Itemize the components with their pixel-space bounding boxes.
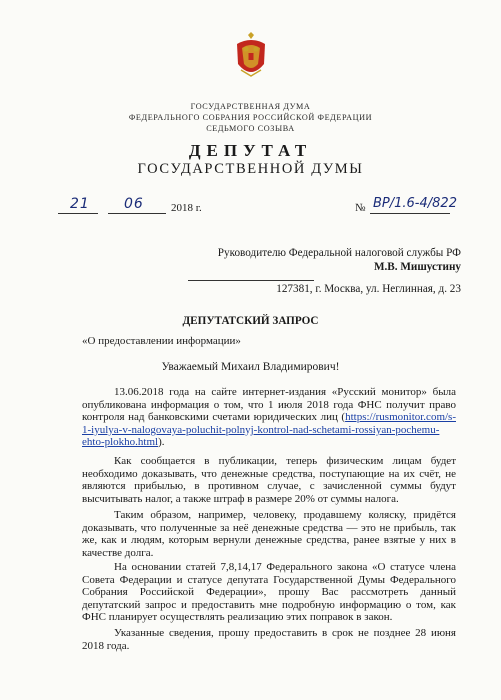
paragraph-5: Указанные сведения, прошу предоставить в срок не позднее 28 июня 2018 года.	[82, 627, 456, 652]
date-day-underline	[58, 213, 98, 214]
request-title: ДЕПУТАТСКИЙ ЗАПРОС	[182, 315, 319, 327]
date-month-handwritten: 06	[124, 196, 144, 212]
request-subject: «О предоставлении информации»	[82, 335, 241, 347]
paragraph-1-text: 13.06.2018 года на сайте интернет-издания «Русский монитор» была опубликована информация о том, что 1 июля 2018 года ФНС получит право контроля над банковскими счетами юридических лиц (	[82, 386, 456, 424]
date-day-handwritten: 21	[70, 196, 90, 212]
outgoing-number-label: №	[355, 202, 366, 214]
russian-coat-of-arms-icon	[231, 30, 271, 82]
address-underline	[188, 280, 314, 281]
org-line-1: ГОСУДАРСТВЕННАЯ ДУМА	[190, 102, 311, 111]
recipient-address: 127381, г. Москва, ул. Неглинная, д. 23	[276, 283, 461, 295]
paragraph-1-end: ).	[158, 436, 165, 449]
paragraph-4: На основании статей 7,8,14,17 Федерального закона «О статусе члена Совета Федерации и статусе депутата Государственной Думы Федерального Собрания Российской Федерации», прошу Вас рассмотреть данный депутатский запрос и предоставить мне подробную информацию о том, как ФНС планирует осуществлять реализацию этих поправок в закон.	[82, 561, 456, 624]
paragraph-3: Таким образом, например, человеку, продавшему коляску, придётся доказывать, что полученные за неё денежные средства — это не прибыль, так же, как и людям, которым вернули денежные средства, ранее взятые у них в качестве долга.	[82, 509, 456, 559]
date-month-underline	[108, 213, 166, 214]
org-line-3: СЕДЬМОГО СОЗЫВА	[206, 124, 295, 133]
document-header-subtitle: ГОСУДАРСТВЕННОЙ ДУМЫ	[137, 161, 364, 177]
recipient-name: М.В. Мишустину	[373, 261, 461, 273]
document-header-title: ДЕПУТАТ	[188, 141, 313, 160]
paragraph-1	[82, 386, 456, 449]
org-line-2: ФЕДЕРАЛЬНОГО СОБРАНИЯ РОССИЙСКОЙ ФЕДЕРАЦИИ	[128, 113, 373, 122]
source-link[interactable]: https://rusmonitor.com/s-1-iyulya-v-nalogovaya-poluchit-polnyj-kontrol-nad-schetami-rossiyan-pochemu-ehto-plokho.html	[82, 411, 456, 449]
paragraph-2: Как сообщается в публикации, теперь физическим лицам будет необходимо доказывать, что денежные средства, поступающие на их счёт, не являются прибылью, в противном случае, с зачисленной суммы будут высчитывать налог, а также штраф в размере 20% от суммы налога.	[82, 455, 456, 505]
outgoing-number-handwritten: ВР/1.6-4/822	[373, 196, 457, 211]
recipient-position: Руководителю Федеральной налоговой службы РФ	[217, 247, 461, 259]
date-year: 2018 г.	[171, 202, 202, 214]
greeting: Уважаемый Михаил Владимирович!	[161, 361, 340, 373]
outgoing-number-underline	[370, 213, 450, 214]
